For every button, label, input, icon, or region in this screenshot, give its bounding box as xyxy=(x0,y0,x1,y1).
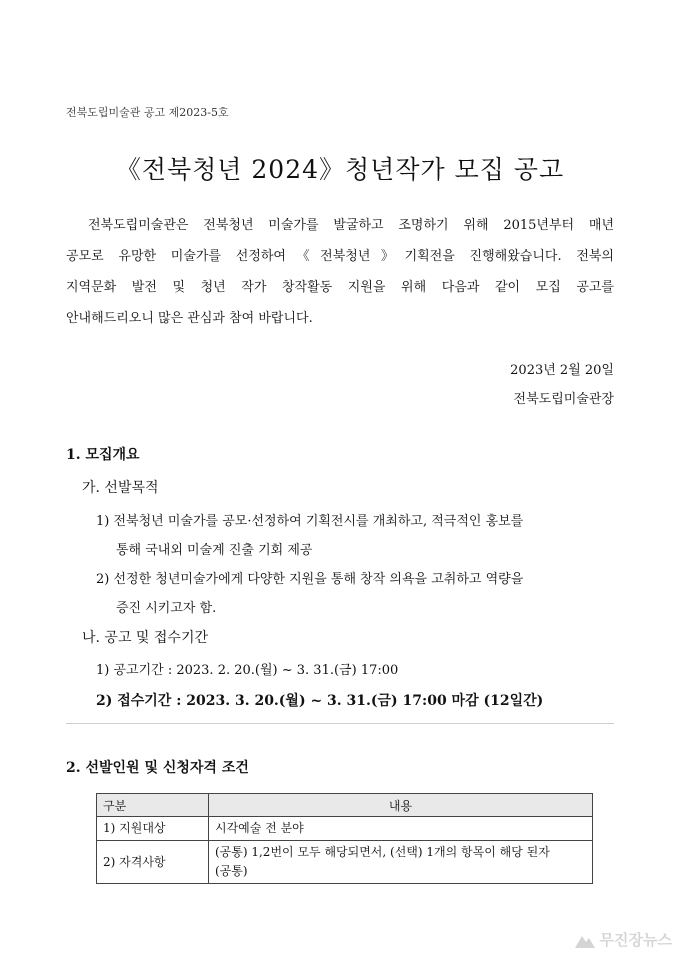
page-title: 《전북청년 2024》청년작가 모집 공고 xyxy=(115,155,565,184)
subsection-b-heading: 나. 공고 및 접수기간 xyxy=(82,630,208,646)
intro-line: 전북도립미술관은 전북청년 미술가를 발굴하고 조명하기 위해 2015년부터 매년 xyxy=(88,218,614,233)
subsection-a-heading: 가. 선발목적 xyxy=(82,480,159,496)
intro-line: 안내해드리오니 많은 관심과 참여 바랍니다. xyxy=(66,311,313,326)
submission-period: 2) 접수기간 : 2023. 3. 20.(월) ~ 3. 31.(금) 17:00 마감 (12일간) xyxy=(96,693,544,709)
row-value-line: (공통) 1,2번이 모두 해당되면서, (선택) 1개의 항목이 해당 된자 xyxy=(215,845,550,859)
table-header-category: 구분 xyxy=(97,794,209,817)
notice-number: 전북도립미술관 공고 제2023-5호 xyxy=(66,106,229,119)
row-value-line: (공통) xyxy=(215,864,248,878)
row-value xyxy=(209,841,593,884)
notice-date: 2023년 2월 20일 xyxy=(510,363,614,378)
requirements-table xyxy=(96,793,593,884)
intro-line: 공모로 유망한 미술가를 선정하여《전북청년》기획전을 진행해왔습니다. 전북의 xyxy=(66,249,614,264)
intro-line: 지역문화 발전 및 청년 작가 창작활동 지원을 위해 다음과 같이 모집 공고를 xyxy=(66,280,614,295)
section-1-heading: 1. 모집개요 xyxy=(66,447,140,463)
row-value: 시각예술 전 분야 xyxy=(209,817,593,841)
intro-paragraph xyxy=(66,210,614,334)
watermark xyxy=(574,929,672,950)
divider xyxy=(66,723,614,724)
purpose-item-1-cont: 통해 국내외 미술계 진출 기회 제공 xyxy=(116,543,313,558)
purpose-item-2: 2) 선정한 청년미술가에게 다양한 지원을 통해 창작 의욕을 고취하고 역량을 xyxy=(96,572,524,587)
table-row xyxy=(97,817,593,841)
row-label: 2) 자격사항 xyxy=(97,841,209,884)
mountain-logo-icon xyxy=(574,931,596,949)
purpose-item-1: 1) 전북청년 미술가를 공모·선정하여 기획전시를 개최하고, 적극적인 홍보를 xyxy=(96,514,524,529)
notice-period: 1) 공고기간 : 2023. 2. 20.(월) ~ 3. 31.(금) 17:00 xyxy=(96,663,399,678)
table-header-row xyxy=(97,794,593,817)
row-label: 1) 지원대상 xyxy=(97,817,209,841)
watermark-text: 무진장뉴스 xyxy=(599,931,672,949)
signer: 전북도립미술관장 xyxy=(513,392,614,407)
purpose-item-2-cont: 증진 시키고자 함. xyxy=(116,601,217,616)
table-row xyxy=(97,841,593,884)
table-header-content: 내용 xyxy=(209,794,593,817)
section-2-heading: 2. 선발인원 및 신청자격 조건 xyxy=(66,760,249,776)
